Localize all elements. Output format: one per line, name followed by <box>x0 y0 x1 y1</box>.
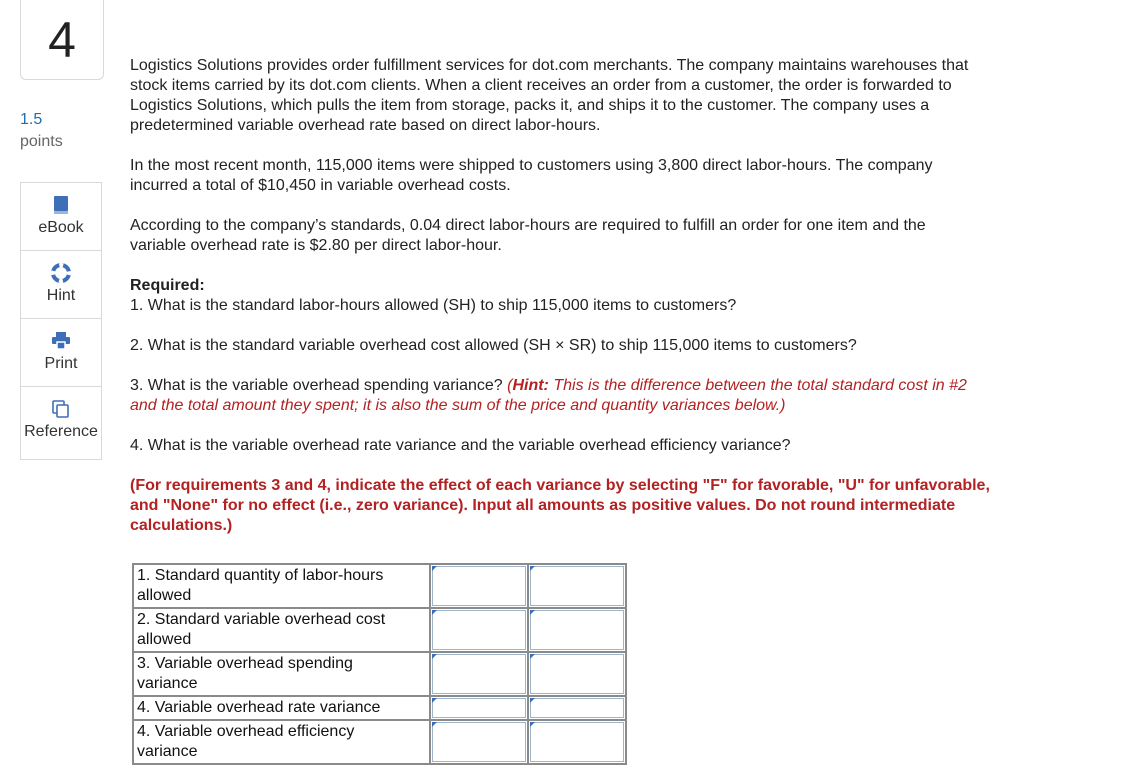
effect-select[interactable] <box>528 652 626 696</box>
table-row <box>133 720 626 764</box>
row-label-line: 3. Variable overhead spending <box>137 655 353 672</box>
amount-input[interactable] <box>430 608 528 652</box>
input-box[interactable] <box>530 610 624 650</box>
intro-paragraph <box>130 56 968 136</box>
table-row <box>133 696 626 720</box>
note-line: calculations.) <box>130 517 233 534</box>
hint-label: Hint <box>46 287 76 304</box>
facts-line: incurred a total of $10,450 in variable overhead costs. <box>130 177 511 194</box>
facts-paragraph <box>130 156 933 196</box>
points-value: 1.5 <box>20 111 43 128</box>
question-3 <box>130 376 967 416</box>
amount-input[interactable] <box>430 720 528 764</box>
question-3-text: 3. What is the variable overhead spending variance? <box>130 377 508 394</box>
input-box[interactable] <box>530 654 624 694</box>
input-box[interactable] <box>432 610 526 650</box>
effect-input[interactable] <box>528 608 626 652</box>
row-label <box>133 608 430 652</box>
hint-text <box>507 377 967 394</box>
question-2: 2. What is the standard variable overhead cost allowed (SH × SR) to ship 115,000 items to customers? <box>130 337 857 354</box>
note-line: (For requirements 3 and 4, indicate the effect of each variance by selecting "F" for favorable, "U" for unfavorable, <box>130 477 990 494</box>
instructions-note <box>130 476 990 536</box>
hint-open: ( <box>507 377 513 394</box>
row-label-line: allowed <box>137 587 192 604</box>
row-label <box>133 720 430 764</box>
print-button[interactable] <box>20 318 102 386</box>
amount-input[interactable] <box>430 652 528 696</box>
required-heading: Required: <box>130 277 205 294</box>
intro-line: predetermined variable overhead rate based on direct labor-hours. <box>130 117 601 134</box>
effect-select[interactable] <box>528 720 626 764</box>
note-line: and "None" for no effect (i.e., zero variance). Input all amounts as positive values. Do not round intermediate <box>130 497 956 514</box>
printer-icon <box>51 331 71 351</box>
amount-input[interactable] <box>430 696 528 720</box>
facts-line: In the most recent month, 115,000 items were shipped to customers using 3,800 direct labor-hours. The company <box>130 157 933 174</box>
row-label <box>133 696 430 720</box>
input-box[interactable] <box>432 722 526 762</box>
table-row <box>133 608 626 652</box>
question-number: 4 <box>20 0 104 80</box>
intro-line: Logistics Solutions, which pulls the item from storage, packs it, and ships it to the customer. The company uses a <box>130 97 930 114</box>
hint-label-bold: Hint: <box>512 377 549 394</box>
input-box[interactable] <box>530 566 624 606</box>
standards-line: variable overhead rate is $2.80 per direct labor-hour. <box>130 237 502 254</box>
standards-line: According to the company’s standards, 0.04 direct labor-hours are required to fulfill an order for one item and the <box>130 217 926 234</box>
row-label-line: allowed <box>137 631 192 648</box>
input-box[interactable] <box>530 722 624 762</box>
reference-label: Reference <box>24 423 98 440</box>
reference-button[interactable] <box>20 386 102 460</box>
row-label-line: 4. Variable overhead rate variance <box>137 699 381 716</box>
tools-sidebar <box>20 182 102 460</box>
amount-input[interactable] <box>430 564 528 608</box>
row-label <box>133 652 430 696</box>
book-icon <box>53 195 69 215</box>
intro-line: Logistics Solutions provides order fulfillment services for dot.com merchants. The company maintains warehouses that <box>130 57 969 74</box>
hint-line: and the total amount they spent; it is also the sum of the price and quantity variances below.) <box>130 397 786 414</box>
intro-line: stock items carried by its dot.com clients. When a client receives an order from a customer, the order is forwarded to <box>130 77 952 94</box>
question-1: 1. What is the standard labor-hours allowed (SH) to ship 115,000 items to customers? <box>130 297 737 314</box>
row-label-line: variance <box>137 675 198 692</box>
points-display <box>20 109 63 153</box>
effect-input[interactable] <box>528 564 626 608</box>
ebook-label: eBook <box>38 219 84 236</box>
input-box[interactable] <box>530 698 624 718</box>
question-4: 4. What is the variable overhead rate variance and the variable overhead efficiency variance? <box>130 437 791 454</box>
row-label-line: 2. Standard variable overhead cost <box>137 611 386 628</box>
points-label: points <box>20 133 63 150</box>
row-label-line: 1. Standard quantity of labor-hours <box>137 567 384 584</box>
table-row <box>133 652 626 696</box>
standards-paragraph <box>130 216 926 256</box>
hint-button[interactable] <box>20 250 102 318</box>
copy-icon <box>52 399 70 419</box>
hint-line: This is the difference between the total standard cost in #2 <box>548 377 967 394</box>
effect-select[interactable] <box>528 696 626 720</box>
input-box[interactable] <box>432 654 526 694</box>
row-label-line: variance <box>137 743 198 760</box>
row-label <box>133 564 430 608</box>
answer-table <box>132 563 627 765</box>
ebook-button[interactable] <box>20 182 102 250</box>
input-box[interactable] <box>432 566 526 606</box>
table-row <box>133 564 626 608</box>
lifebuoy-icon <box>51 263 71 283</box>
input-box[interactable] <box>432 698 526 718</box>
print-label: Print <box>44 355 78 372</box>
row-label-line: 4. Variable overhead efficiency <box>137 723 355 740</box>
